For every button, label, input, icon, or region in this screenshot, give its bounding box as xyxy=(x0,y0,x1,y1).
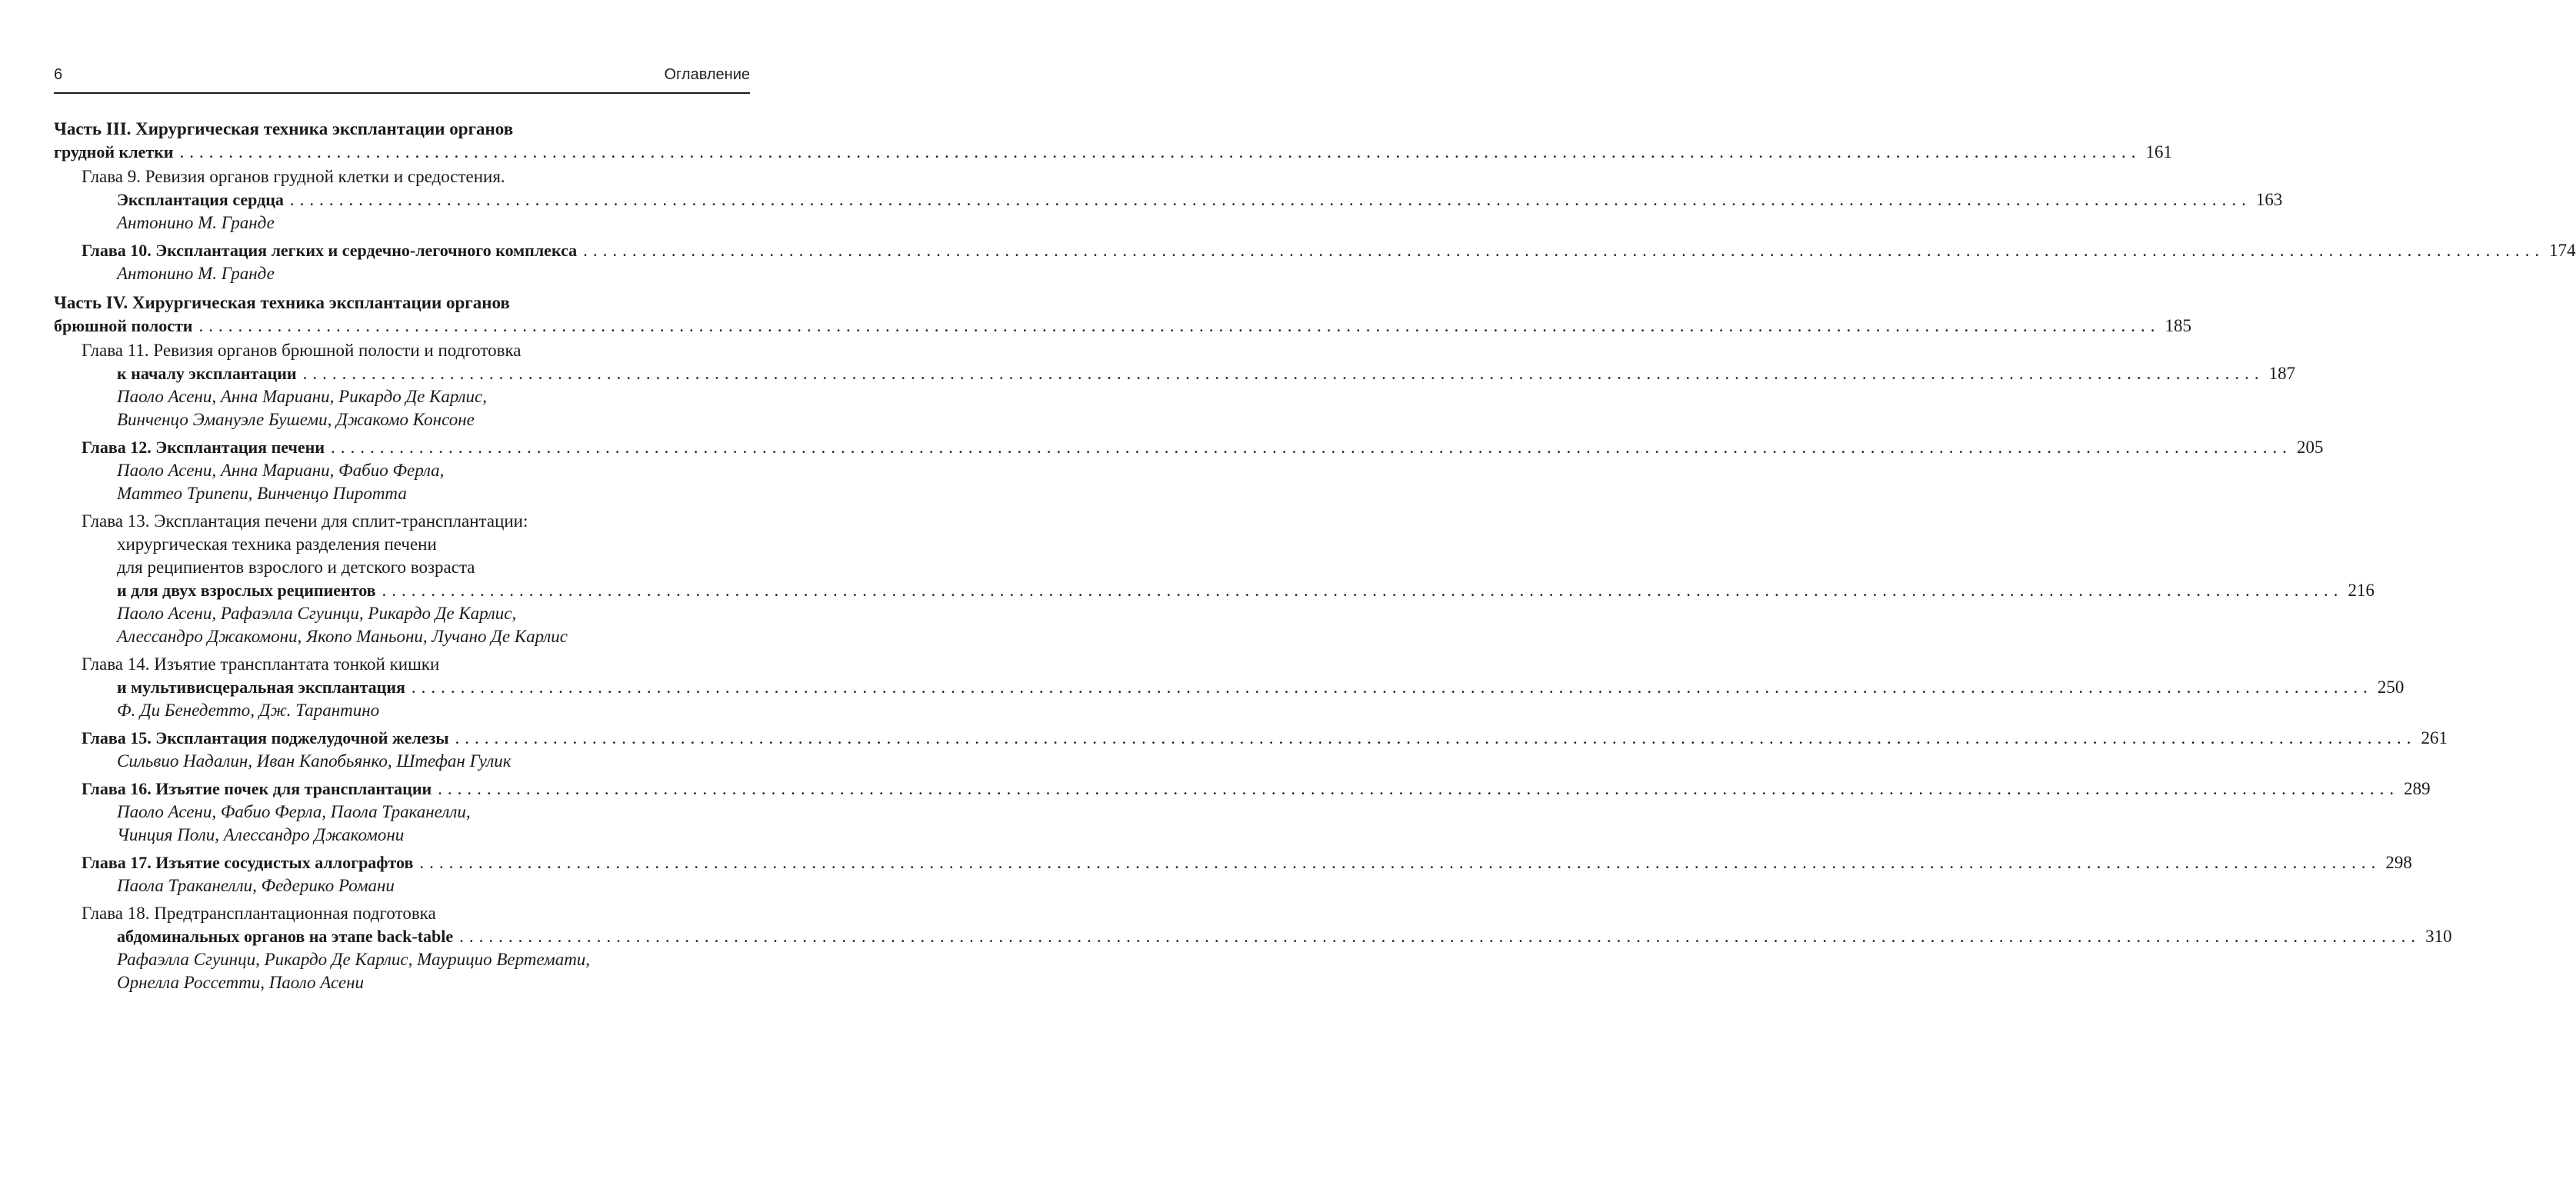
part-title-entry-text: грудной клетки xyxy=(54,142,174,161)
toc-chapter xyxy=(82,727,2448,773)
chapter-entry xyxy=(82,239,2576,262)
chapter-authors: Маттео Трипепи, Винченцо Пиротта xyxy=(117,484,407,503)
chapter-entry-text: Глава 10. Эксплантация легких и сердечно-легочного комплекса xyxy=(82,241,578,260)
chapter-entry-page: 261 xyxy=(2421,728,2448,747)
chapter-entry-page: 250 xyxy=(2377,678,2404,697)
chapter-authors: Паоло Асени, Фабио Ферла, Паола Траканелли, xyxy=(117,802,471,821)
chapter-entry xyxy=(82,727,2448,750)
part-title-line: Часть III. Хирургическая техника эксплантации органов xyxy=(54,119,514,138)
table-of-contents xyxy=(54,118,2576,1001)
toc-chapter xyxy=(82,339,2296,431)
chapter-entry-page: 205 xyxy=(2297,438,2324,457)
dot-leader: ........................................................................................................................................................................................................ xyxy=(455,728,2417,747)
chapter-authors: Алессандро Джакомони, Якопо Маньони, Лучано Де Карлис xyxy=(117,627,568,646)
chapter-authors: Орнелла Россетти, Паоло Асени xyxy=(117,973,365,992)
toc-chapter xyxy=(82,777,2431,847)
chapter-list xyxy=(54,339,2452,994)
part-title-entry xyxy=(54,315,2191,338)
chapter-authors: Паоло Асени, Анна Мариани, Фабио Ферла, xyxy=(117,461,445,480)
chapter-list xyxy=(54,165,2576,285)
toc-part xyxy=(54,118,2576,285)
chapter-entry-text: и для двух взрослых реципиентов xyxy=(117,581,376,600)
header-rule xyxy=(54,92,750,94)
chapter-title-line: Глава 14. Изъятие трансплантата тонкой кишки xyxy=(82,654,440,674)
chapter-entry-page: 163 xyxy=(2255,190,2283,209)
chapter-entry-page: 298 xyxy=(2385,853,2412,872)
chapter-entry-page: 174 xyxy=(2549,241,2576,260)
chapter-entry xyxy=(82,925,2452,948)
chapter-authors: Антонино М. Гранде xyxy=(117,264,275,283)
chapter-entry-text: абдоминальных органов на этапе back-table xyxy=(117,927,454,946)
chapter-entry xyxy=(82,436,2324,459)
running-head xyxy=(54,66,750,84)
chapter-entry-page: 216 xyxy=(2348,581,2375,600)
dot-leader: ........................................................................................................................................................................................................ xyxy=(411,678,2373,697)
chapter-entry-page: 187 xyxy=(2268,364,2296,383)
dot-leader: ........................................................................................................................................................................................................ xyxy=(198,316,2161,335)
chapter-title-line: Глава 13. Эксплантация печени для сплит-трансплантации: xyxy=(82,511,528,531)
chapter-entry-page: 289 xyxy=(2404,779,2431,798)
chapter-entry-text: Эксплантация сердца xyxy=(117,190,284,209)
toc-chapter xyxy=(82,653,2404,722)
chapter-entry-page: 310 xyxy=(2425,927,2452,946)
chapter-entry xyxy=(82,676,2404,699)
part-title-entry xyxy=(54,141,2172,164)
dot-leader: ........................................................................................................................................................................................................ xyxy=(289,190,2251,209)
chapter-title-line: Глава 18. Предтрансплантационная подготовка xyxy=(82,904,436,923)
part-title-entry-text: брюшной полости xyxy=(54,316,193,335)
chapter-entry-text: и мультивисцеральная эксплантация xyxy=(117,678,405,697)
dot-leader: ........................................................................................................................................................................................................ xyxy=(583,241,2545,260)
chapter-entry xyxy=(82,188,2283,211)
chapter-authors: Паола Траканелли, Федерико Романи xyxy=(117,876,395,895)
chapter-entry-text: Глава 15. Эксплантация поджелудочной железы xyxy=(82,728,449,747)
page-number: 6 xyxy=(54,66,63,83)
chapter-title-line: Глава 11. Ревизия органов брюшной полости и подготовка xyxy=(82,341,522,360)
chapter-entry-text: Глава 16. Изъятие почек для трансплантации xyxy=(82,779,432,798)
part-title-entry-page: 161 xyxy=(2145,142,2172,161)
dot-leader: ........................................................................................................................................................................................................ xyxy=(302,364,2264,383)
chapter-authors: Паоло Асени, Рафаэлла Сгуинци, Рикардо Де Карлис, xyxy=(117,604,517,623)
dot-leader: ........................................................................................................................................................................................................ xyxy=(382,581,2344,600)
part-title-entry-page: 185 xyxy=(2164,316,2191,335)
chapter-entry xyxy=(82,777,2431,801)
dot-leader: ........................................................................................................................................................................................................ xyxy=(419,853,2381,872)
toc-chapter xyxy=(82,510,2375,648)
chapter-authors: Антонино М. Гранде xyxy=(117,213,275,232)
chapter-entry-text: Глава 17. Изъятие сосудистых аллографтов xyxy=(82,853,414,872)
dot-leader: ........................................................................................................................................................................................................ xyxy=(459,927,2421,946)
chapter-authors: Сильвио Надалин, Иван Капобьянко, Штефан Гулик xyxy=(117,751,512,771)
toc-part xyxy=(54,291,2452,994)
dot-leader: ........................................................................................................................................................................................................ xyxy=(331,438,2292,457)
chapter-entry xyxy=(82,851,2412,874)
chapter-authors: Винченцо Эмануэле Бушеми, Джакомо Консоне xyxy=(117,410,475,429)
chapter-entry-text: Глава 12. Эксплантация печени xyxy=(82,438,325,457)
chapter-authors: Чинция Поли, Алессандро Джакомони xyxy=(117,825,405,844)
chapter-entry-text: к началу эксплантации xyxy=(117,364,297,383)
toc-chapter xyxy=(82,165,2283,235)
chapter-entry xyxy=(82,579,2375,602)
chapter-authors: Паоло Асени, Анна Мариани, Рикардо Де Карлис, xyxy=(117,387,487,406)
chapter-title-line: хирургическая техника разделения печени xyxy=(117,534,437,554)
chapter-title-line: Глава 9. Ревизия органов грудной клетки и средостения. xyxy=(82,167,505,186)
chapter-entry xyxy=(82,362,2296,385)
chapter-title-line: для реципиентов взрослого и детского возраста xyxy=(117,558,475,577)
toc-chapter xyxy=(82,902,2452,994)
chapter-authors: Ф. Ди Бенедетто, Дж. Тарантино xyxy=(117,701,380,720)
toc-chapter xyxy=(82,239,2576,285)
section-title: Оглавление xyxy=(664,66,750,83)
toc-chapter xyxy=(82,851,2412,897)
chapter-authors: Рафаэлла Сгуинци, Рикардо Де Карлис, Маурицио Вертемати, xyxy=(117,950,591,969)
dot-leader: ........................................................................................................................................................................................................ xyxy=(179,142,2141,161)
toc-chapter xyxy=(82,436,2324,505)
dot-leader: ........................................................................................................................................................................................................ xyxy=(438,779,2400,798)
part-title-line: Часть IV. Хирургическая техника эксплантации органов xyxy=(54,293,510,312)
